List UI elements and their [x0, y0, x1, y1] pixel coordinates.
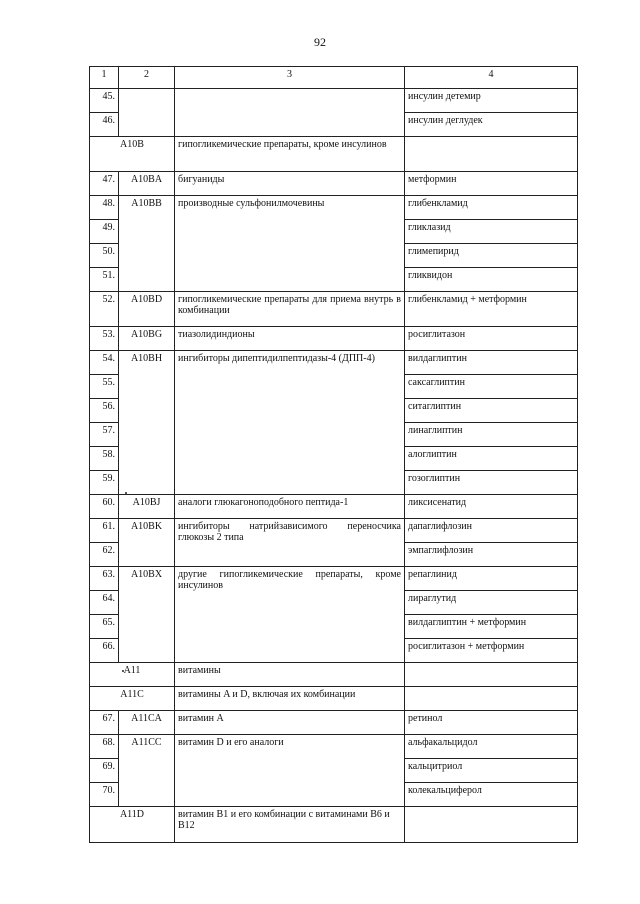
drug-name: росиглитазон + метформин: [405, 639, 578, 663]
row-number: 70.: [90, 783, 119, 807]
header-col-4: 4: [405, 67, 578, 89]
drug-name: глимепирид: [405, 244, 578, 268]
row-number: 50.: [90, 244, 119, 268]
page-number: 92: [314, 35, 326, 49]
drug-list-table: [89, 66, 578, 843]
group-name: ингибиторы дипептидилпептидазы-4 (ДПП-4): [175, 351, 405, 495]
atc-code: A10BH: [119, 351, 175, 495]
drug-name: [405, 663, 578, 687]
row-number: 62.: [90, 543, 119, 567]
drug-name: [405, 687, 578, 711]
atc-code: A11CC: [119, 735, 175, 807]
row-number: 55.: [90, 375, 119, 399]
row-number: 45.: [90, 89, 119, 113]
header-col-3: 3: [175, 67, 405, 89]
drug-name: гликвидон: [405, 268, 578, 292]
drug-name: инсулин детемир: [405, 89, 578, 113]
group-cell: [175, 89, 405, 137]
group-name: другие гипогликемические препараты, кроме инсулинов: [175, 567, 405, 663]
drug-name: глибенкламид: [405, 196, 578, 220]
atc-code: A10B: [90, 137, 175, 172]
row-number: 66.: [90, 639, 119, 663]
drug-name: [405, 807, 578, 843]
atc-code: A11D: [90, 807, 175, 843]
row-number: 65.: [90, 615, 119, 639]
row-number: 51.: [90, 268, 119, 292]
row-number: 63.: [90, 567, 119, 591]
atc-code: A11: [90, 663, 175, 687]
drug-name: кальцитриол: [405, 759, 578, 783]
group-name: витамины A и D, включая их комбинации: [175, 687, 405, 711]
group-row: [90, 663, 578, 687]
drug-name: росиглитазон: [405, 327, 578, 351]
atc-code: A10BA: [119, 172, 175, 196]
drug-name: лираглутид: [405, 591, 578, 615]
table-row: [90, 735, 578, 759]
table-row: [90, 519, 578, 543]
table-row: [90, 89, 578, 113]
drug-name: ликсисенатид: [405, 495, 578, 519]
drug-name: вилдаглиптин: [405, 351, 578, 375]
atc-code: A10BG: [119, 327, 175, 351]
scan-speck: [125, 492, 127, 494]
row-number: 58.: [90, 447, 119, 471]
drug-name: саксаглиптин: [405, 375, 578, 399]
group-name: бигуаниды: [175, 172, 405, 196]
drug-name: ретинол: [405, 711, 578, 735]
drug-name: вилдаглиптин + метформин: [405, 615, 578, 639]
drug-name: колекальциферол: [405, 783, 578, 807]
drug-name: эмпаглифлозин: [405, 543, 578, 567]
atc-code-cell: [119, 89, 175, 137]
row-number: 53.: [90, 327, 119, 351]
group-row: [90, 807, 578, 843]
table-row: [90, 172, 578, 196]
atc-code: A11CA: [119, 711, 175, 735]
group-name: витамин A: [175, 711, 405, 735]
drug-name: гозоглиптин: [405, 471, 578, 495]
drug-name: глибенкламид + метформин: [405, 292, 578, 327]
group-row: [90, 687, 578, 711]
header-col-2: 2: [119, 67, 175, 89]
scan-speck: [122, 670, 124, 672]
row-number: 56.: [90, 399, 119, 423]
group-name: аналоги глюкагоноподобного пептида-1: [175, 495, 405, 519]
row-number: 64.: [90, 591, 119, 615]
row-number: 54.: [90, 351, 119, 375]
group-name: витамин B1 и его комбинации с витаминами B6 и B12: [175, 807, 405, 843]
drug-name: репаглинид: [405, 567, 578, 591]
row-number: 61.: [90, 519, 119, 543]
group-name: витамин D и его аналоги: [175, 735, 405, 807]
row-number: 69.: [90, 759, 119, 783]
drug-name: дапаглифлозин: [405, 519, 578, 543]
atc-code: A10BX: [119, 567, 175, 663]
drug-name: гликлазид: [405, 220, 578, 244]
drug-name: инсулин деглудек: [405, 113, 578, 137]
table-row: [90, 567, 578, 591]
group-name: ингибиторы натрийзависимого переносчика глюкозы 2 типа: [175, 519, 405, 567]
row-number: 60.: [90, 495, 119, 519]
atc-code: A10BB: [119, 196, 175, 292]
table-row: [90, 711, 578, 735]
atc-code: A11C: [90, 687, 175, 711]
group-name: витамины: [175, 663, 405, 687]
drug-name: метформин: [405, 172, 578, 196]
row-number: 47.: [90, 172, 119, 196]
drug-name: алоглиптин: [405, 447, 578, 471]
atc-code: A10BJ: [119, 495, 175, 519]
row-number: 57.: [90, 423, 119, 447]
drug-name: [405, 137, 578, 172]
row-number: 67.: [90, 711, 119, 735]
row-number: 48.: [90, 196, 119, 220]
drug-name: линаглиптин: [405, 423, 578, 447]
drug-name: альфакальцидол: [405, 735, 578, 759]
table-row: [90, 196, 578, 220]
drug-name: ситаглиптин: [405, 399, 578, 423]
group-name: производные сульфонилмочевины: [175, 196, 405, 292]
atc-code: A10BK: [119, 519, 175, 567]
row-number: 49.: [90, 220, 119, 244]
table-row: [90, 292, 578, 327]
group-name: тиазолидиндионы: [175, 327, 405, 351]
row-number: 46.: [90, 113, 119, 137]
header-col-1: 1: [90, 67, 119, 89]
group-row: [90, 137, 578, 172]
group-name: гипогликемические препараты для приема внутрь в комбинации: [175, 292, 405, 327]
row-number: 52.: [90, 292, 119, 327]
table-row: [90, 351, 578, 375]
group-name: гипогликемические препараты, кроме инсулинов: [175, 137, 405, 172]
atc-code: A10BD: [119, 292, 175, 327]
row-number: 68.: [90, 735, 119, 759]
header-row: [90, 67, 578, 89]
table-row: [90, 327, 578, 351]
row-number: 59.: [90, 471, 119, 495]
table-row: [90, 495, 578, 519]
